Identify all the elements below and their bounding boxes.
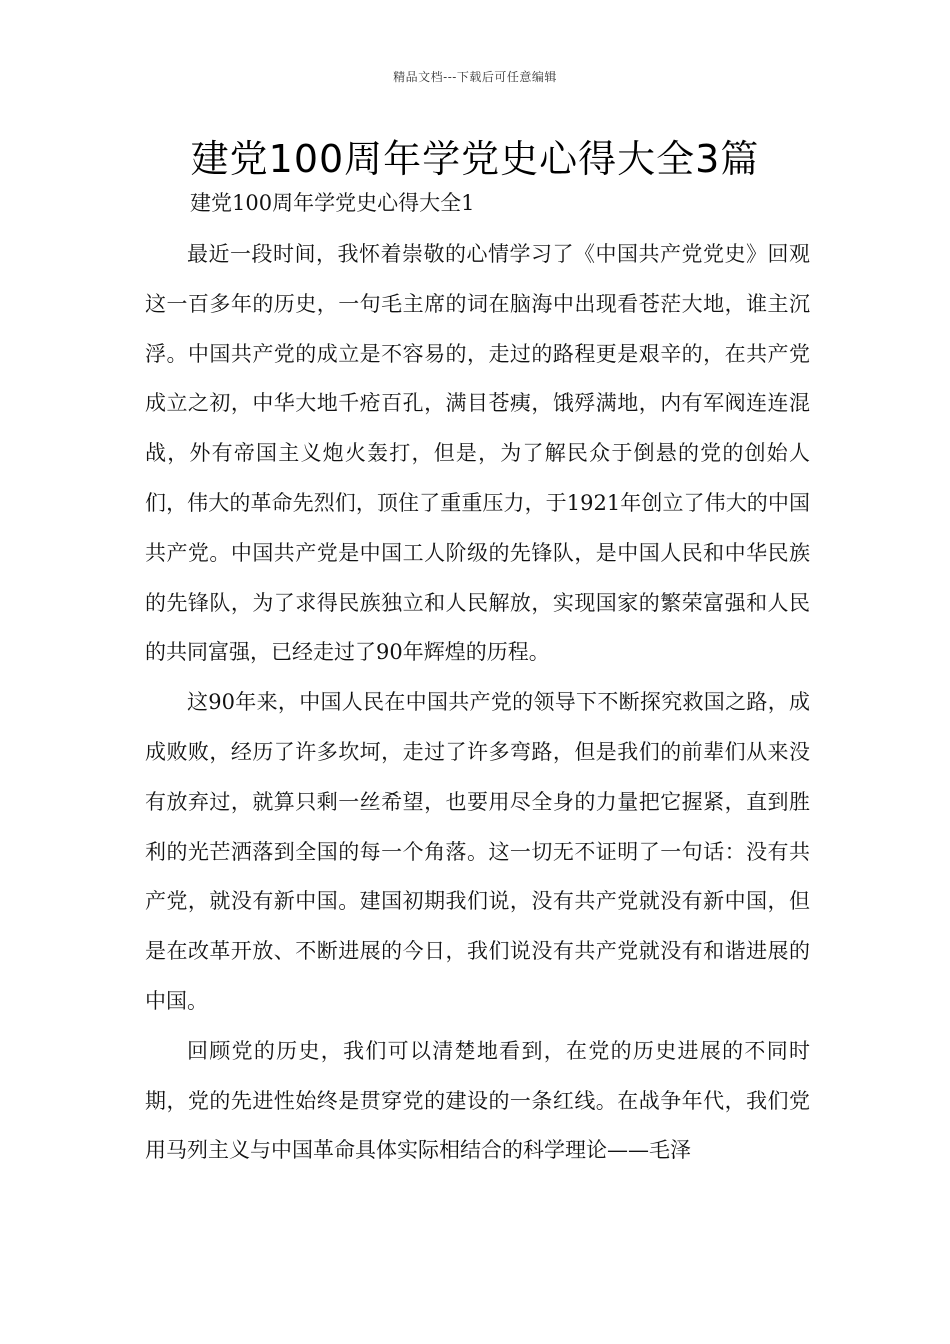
document-body (145, 230, 810, 1176)
header-note: 精品文档---下载后可任意编辑 (393, 70, 557, 84)
paragraph: 最近一段时间，我怀着崇敬的心情学习了《中国共产党党史》回观这一百多年的历史，一句毛主席的词在脑海中出现看苍茫大地，谁主沉浮。中国共产党的成立是不容易的，走过的路程更是艰辛的，在共产党成立之初，中华大地千疮百孔，满目苍痍，饿殍满地，内有军阀连连混战，外有帝国主义炮火轰打，但是，为了解民众于倒悬的党的创始人们，伟大的革命先烈们，顶住了重重压力，于1921年创立了伟大的中国共产党。中国共产党是中国工人阶级的先锋队，是中国人民和中华民族的先锋队，为了求得民族独立和人民解放，实现国家的繁荣富强和人民的共同富强，已经走过了90年辉煌的历程。 (145, 242, 810, 665)
document-title: 建党100周年学党史心得大全3篇 (190, 137, 760, 181)
paragraph: 回顾党的历史，我们可以清楚地看到，在党的历史进展的不同时期，党的先进性始终是贯穿党的建设的一条红线。在战争年代，我们党用马列主义与中国革命具体实际相结合的科学理论——毛泽 (145, 1038, 810, 1163)
paragraph: 这90年来，中国人民在中国共产党的领导下不断探究救国之路，成成败败，经历了许多坎坷，走过了许多弯路，但是我们的前辈们从来没有放弃过，就算只剩一丝希望，也要用尽全身的力量把它握紧，直到胜利的光芒洒落到全国的每一个角落。这一切无不证明了一句话：没有共产党，就没有新中国。建国初期我们说，没有共产党就没有新中国，但是在改革开放、不断进展的今日，我们说没有共产党就没有和谐进展的中国。 (145, 690, 810, 1013)
section-heading: 建党100周年学党史心得大全1 (190, 191, 475, 215)
